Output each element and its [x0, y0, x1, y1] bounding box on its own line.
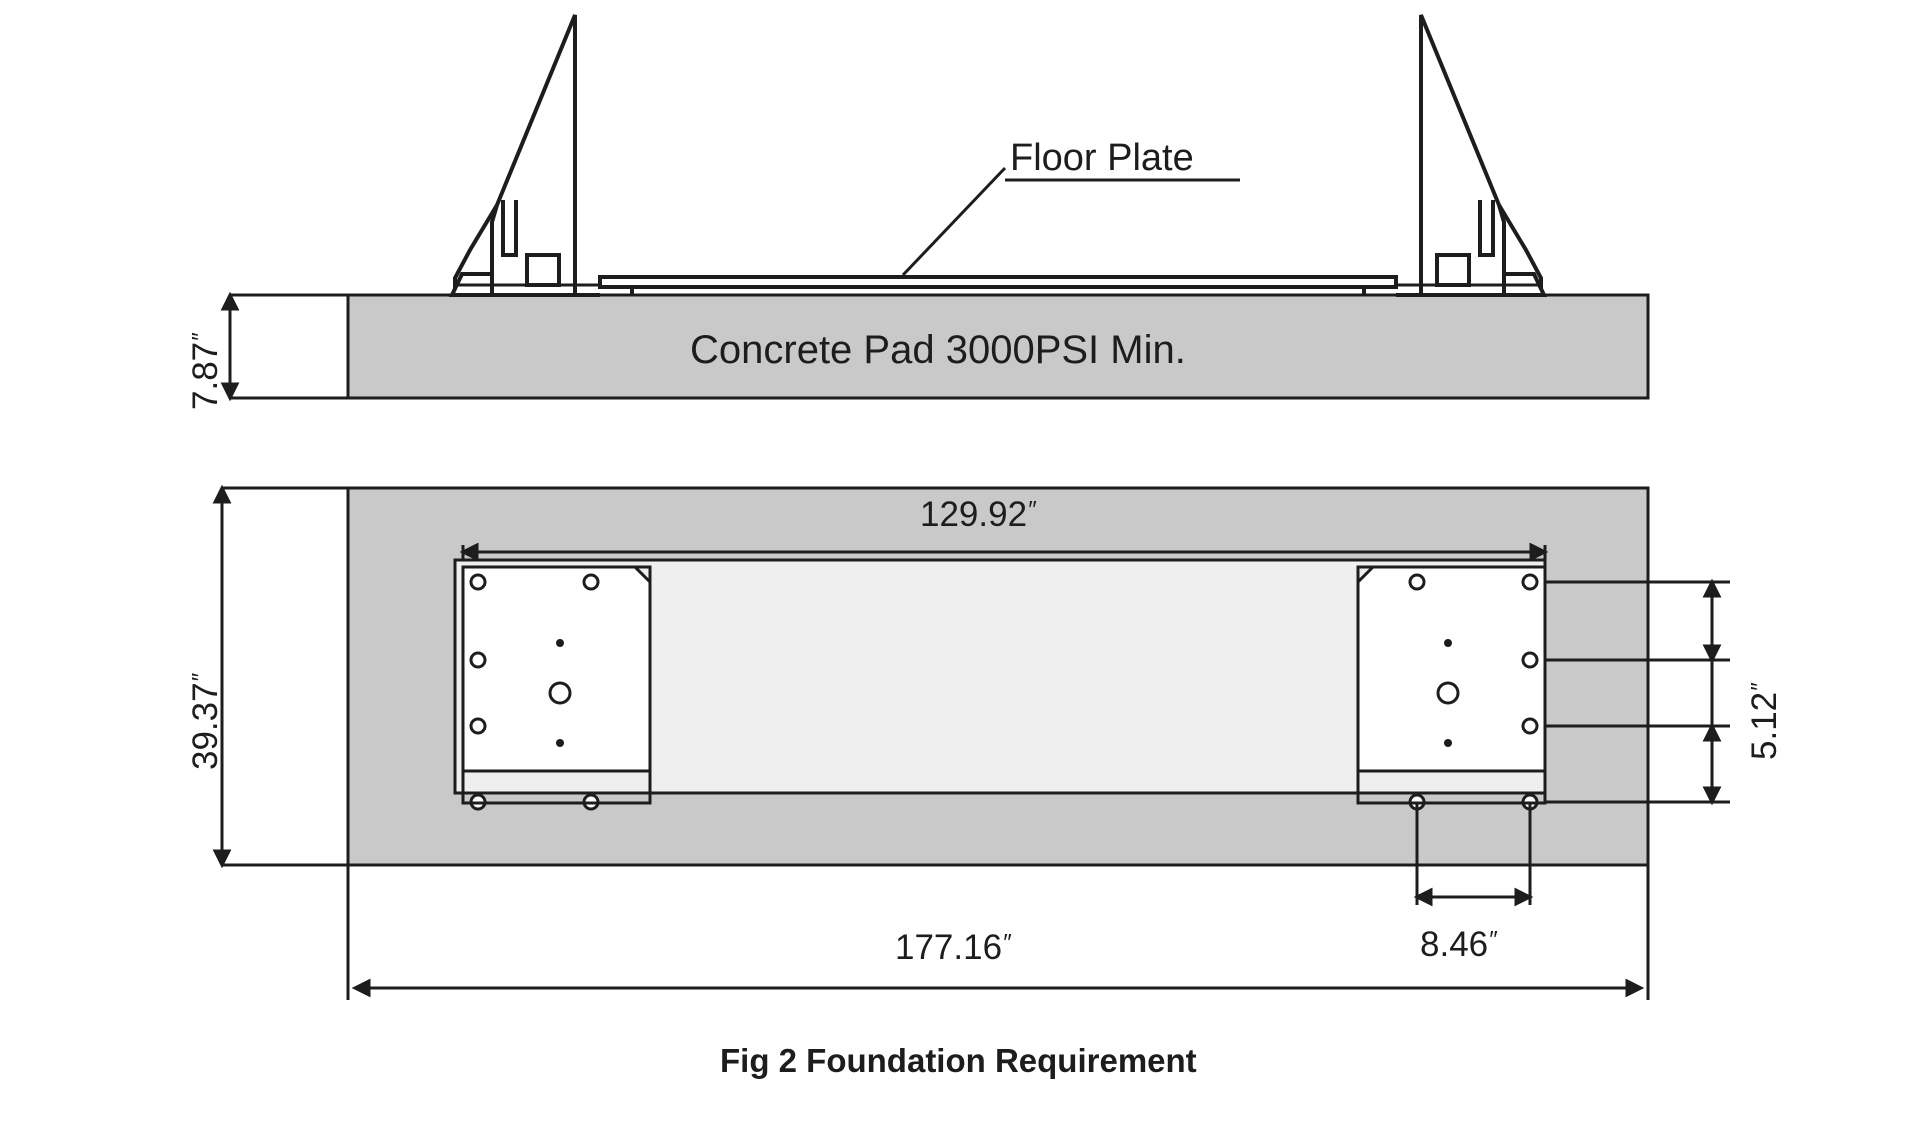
plan-view-group — [215, 488, 1730, 1000]
dim-label-pad-thickness: 7.87″ — [186, 334, 225, 410]
figure-caption: Fig 2 Foundation Requirement — [720, 1042, 1197, 1079]
dim-label-pad-length: 177.16″ — [895, 928, 1010, 967]
floor-plate-leader — [903, 168, 1005, 275]
dim-label-hole-spacing-vertical: 5.12″ — [1745, 684, 1784, 760]
dim-label-column-center-distance: 129.92″ — [920, 495, 1035, 534]
dim-label-hole-spacing-horizontal: 8.46″ — [1420, 925, 1496, 964]
floor-plate-label: Floor Plate — [1010, 137, 1194, 179]
dim-pad-depth — [215, 488, 348, 865]
dim-label-pad-depth: 39.37″ — [186, 674, 225, 770]
concrete-pad-label: Concrete Pad 3000PSI Min. — [690, 328, 1186, 372]
dim-pad-thickness — [223, 295, 348, 398]
right-post — [1396, 15, 1541, 295]
left-post — [455, 15, 600, 295]
floor-plate-side — [600, 277, 1396, 295]
